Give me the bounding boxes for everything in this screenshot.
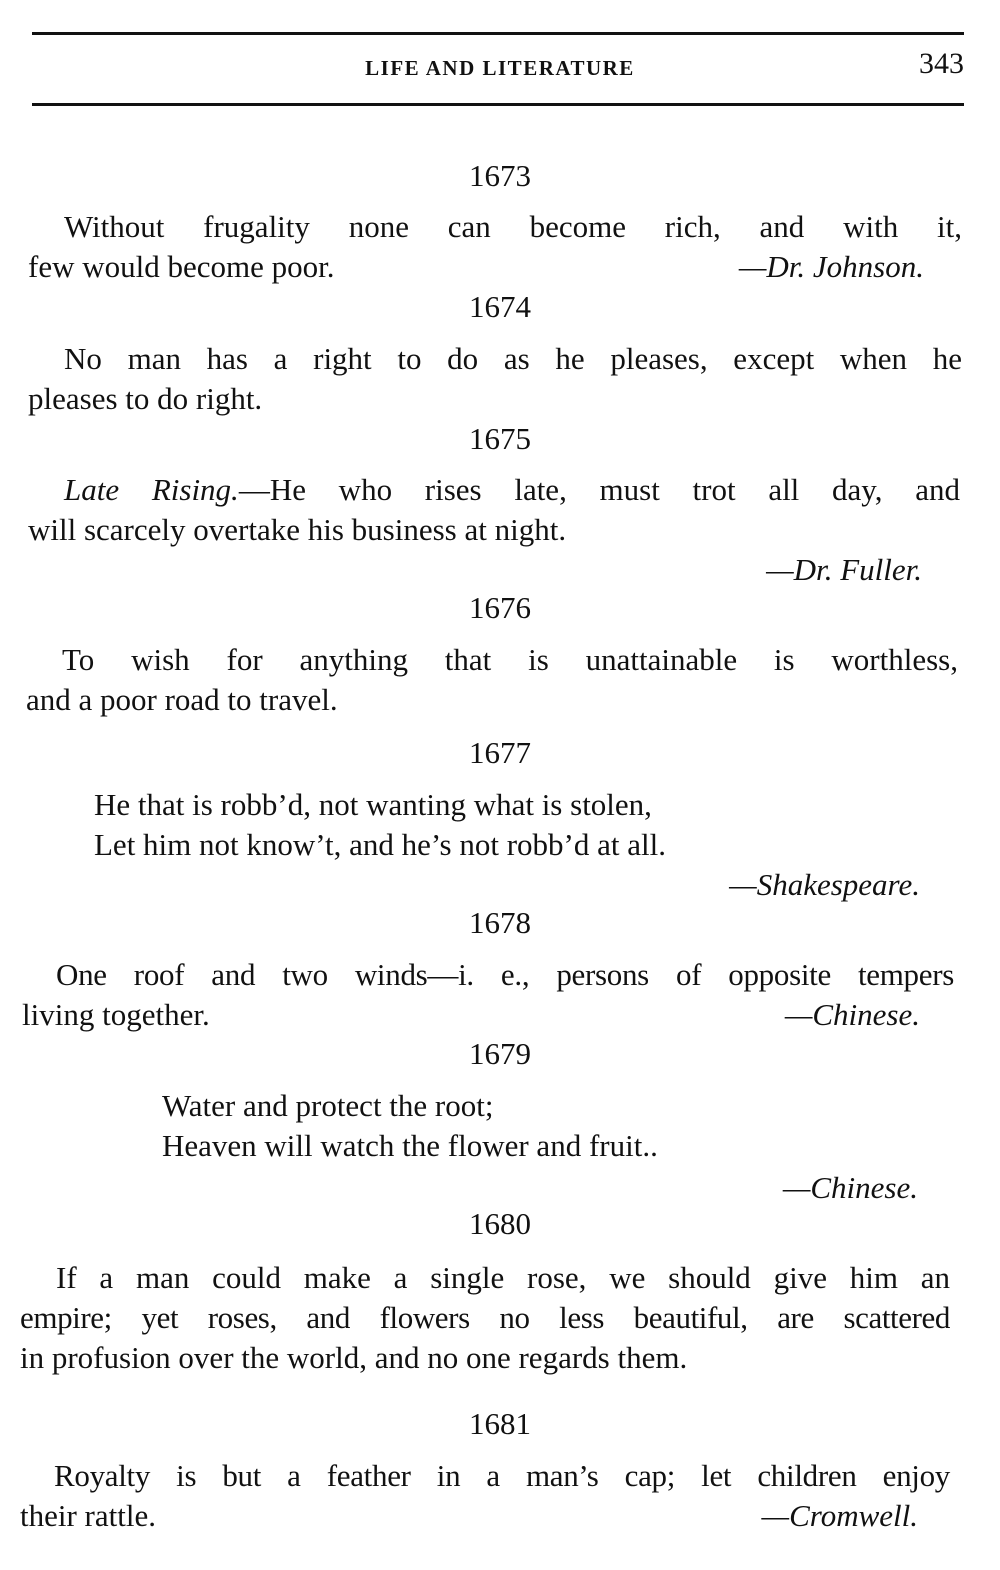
entry-number: 1674 xyxy=(469,289,531,324)
verse xyxy=(94,785,894,865)
entry-line: pleases to do right. xyxy=(28,381,263,416)
entry-line-rest: —He who rises late, must trot all day, and xyxy=(238,472,960,507)
entry-text xyxy=(28,339,962,419)
entry-text xyxy=(20,1258,950,1378)
entry-line: their rattle. xyxy=(20,1498,156,1533)
entry-number: 1680 xyxy=(469,1206,531,1241)
entry-line: Without frugality none can become rich, and with it, xyxy=(64,209,962,244)
entry-number: 1681 xyxy=(469,1406,531,1441)
attribution: —Dr. Fuller. xyxy=(766,552,922,587)
entry-number: 1675 xyxy=(469,421,531,456)
entry-number: 1678 xyxy=(469,905,531,940)
attribution: —Cromwell. xyxy=(761,1498,918,1533)
entry-line: empire; yet roses, and flowers no less beautiful, are scattered xyxy=(20,1300,950,1335)
entry-line: in profusion over the world, and no one regards them. xyxy=(20,1340,688,1375)
verse xyxy=(162,1086,862,1166)
entry-line: Royalty is but a feather in a man’s cap; let children enjoy xyxy=(54,1458,950,1493)
attribution: —Shakespeare. xyxy=(729,867,920,902)
entry-line: To wish for anything that is unattainable is worthless, xyxy=(62,642,958,677)
attribution: —Chinese. xyxy=(782,1170,918,1205)
entry-line: living together. xyxy=(22,997,210,1032)
verse-line: Let him not know’t, and he’s not robb’d at all. xyxy=(94,827,666,862)
page-number: 343 xyxy=(919,47,964,80)
entry-line: If a man could make a single rose, we should give him an xyxy=(56,1260,950,1295)
entry-line: will scarcely overtake his business at night. xyxy=(28,512,567,547)
entry-line: and a poor road to travel. xyxy=(26,682,338,717)
entry-text xyxy=(26,640,958,720)
entry-text xyxy=(28,470,960,550)
entry-line: No man has a right to do as he pleases, except when he xyxy=(64,341,962,376)
entry-line xyxy=(28,470,960,510)
entry-lead-italic: Late Rising. xyxy=(64,472,239,507)
attribution: —Dr. Johnson. xyxy=(738,249,924,284)
entry-number: 1673 xyxy=(469,158,531,193)
attribution: —Chinese. xyxy=(784,997,920,1032)
verse-line: He that is robb’d, not wanting what is stolen, xyxy=(94,787,652,822)
verse-line: Water and protect the root; xyxy=(162,1088,494,1123)
header-top-rule xyxy=(32,32,964,35)
entry-number: 1679 xyxy=(469,1036,531,1071)
verse-line: Heaven will watch the flower and fruit.. xyxy=(162,1128,658,1163)
header-bottom-rule xyxy=(32,103,964,106)
entry-line: One roof and two winds—i. e., persons of opposite tempers xyxy=(56,957,954,992)
entry-number: 1677 xyxy=(469,735,531,770)
running-title: LIFE AND LITERATURE xyxy=(365,56,635,80)
entry-number: 1676 xyxy=(469,590,531,625)
entry-line: few would become poor. xyxy=(28,249,335,284)
